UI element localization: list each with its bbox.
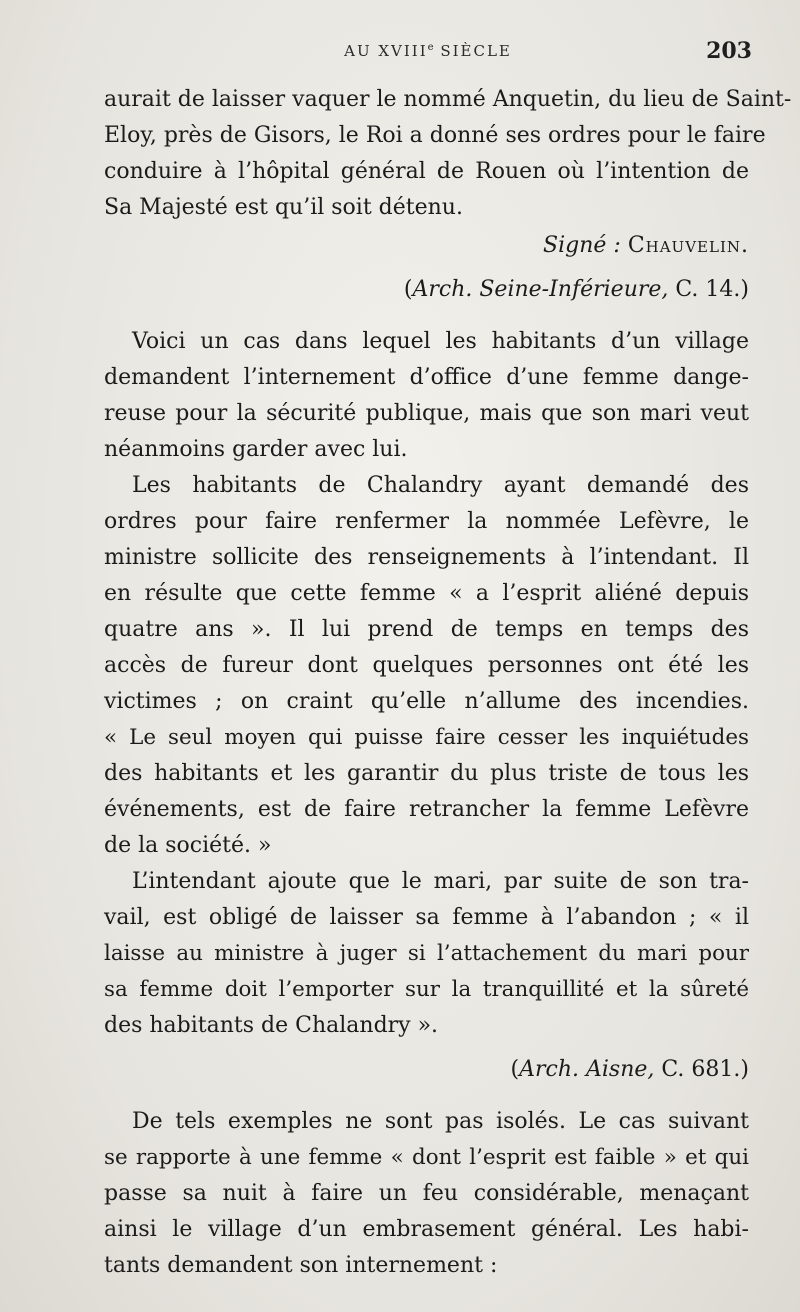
archive-reference (104, 272, 749, 308)
text-line: événements, est de faire retrancher la femme Lefèvre (104, 797, 749, 822)
text-line: des habitants et les garantir du plus triste de tous les (104, 761, 749, 786)
text-line: aurait de laisser vaquer le nommé Anquetin, du lieu de Saint- (104, 87, 792, 112)
text-line: Sa Majesté est qu’il soit détenu. (104, 195, 463, 220)
paragraph-first-line: Voici un cas dans lequel les habitants d’un village (132, 329, 749, 354)
running-head-superscript: e (427, 42, 434, 53)
text-line: quatre ans ». Il lui prend de temps en temps des (104, 617, 749, 642)
text-line: se rapporte à une femme « dont l’esprit est faible » et qui (104, 1145, 749, 1170)
reference-paren: ( (510, 1057, 520, 1082)
signature-label: Signé : (543, 233, 621, 258)
text-line: sa femme doit l’emporter sur la tranquillité et la sûreté (104, 977, 749, 1002)
paragraph-first-line: L’intendant ajoute que le mari, par suite de son tra- (132, 869, 749, 894)
reference-number: C. 681.) (654, 1057, 749, 1082)
signature-name: Chauvelin. (627, 233, 749, 258)
text-line: reuse pour la sécurité publique, mais que son mari veut (104, 401, 749, 426)
reference-paren: ( (403, 277, 413, 302)
text-line: tants demandent son internement : (104, 1253, 498, 1278)
paragraph-first-line: Les habitants de Chalandry ayant demandé des (132, 473, 749, 498)
text-line: ainsi le village d’un embrasement général. Les habi- (104, 1217, 749, 1242)
text-line: laisse au ministre à juger si l’attachement du mari pour (104, 941, 749, 966)
text-line: Eloy, près de Gisors, le Roi a donné ses ordres pour le faire (104, 123, 766, 148)
text-line: victimes ; on craint qu’elle n’allume des incendies. (104, 689, 749, 714)
body-text (104, 82, 792, 1284)
text-line: de la société. » (104, 833, 272, 858)
paragraph-first-line: De tels exemples ne sont pas isolés. Le cas suivant (132, 1109, 749, 1134)
text-line: vail, est obligé de laisser sa femme à l’abandon ; « il (104, 905, 749, 930)
text-line: demandent l’internement d’office d’une femme dange- (104, 365, 749, 390)
signature-line (104, 228, 749, 264)
text-line: accès de fureur dont quelques personnes ont été les (104, 653, 749, 678)
running-head-text-end: SIÈCLE (433, 42, 512, 60)
text-line: ministre sollicite des renseignements à l’intendant. Il (104, 545, 749, 570)
page-number: 203 (706, 38, 752, 64)
page-header (104, 38, 752, 78)
text-line: passe sa nuit à faire un feu considérable, menaçant (104, 1181, 749, 1206)
running-head-text: AU XVIII (344, 42, 428, 60)
reference-source: Arch. Seine-Inférieure, (412, 277, 669, 302)
text-line: ordres pour faire renfermer la nommée Lefèvre, le (104, 509, 749, 534)
text-line: néanmoins garder avec lui. (104, 437, 408, 462)
archive-reference (104, 1052, 749, 1088)
reference-source: Arch. Aisne, (519, 1057, 655, 1082)
text-line: conduire à l’hôpital général de Rouen où l’intention de (104, 159, 749, 184)
running-head (104, 42, 752, 60)
reference-number: C. 14.) (668, 277, 749, 302)
text-line: « Le seul moyen qui puisse faire cesser les inquiétudes (104, 725, 749, 750)
text-line: en résulte que cette femme « a l’esprit aliéné depuis (104, 581, 749, 606)
text-line: des habitants de Chalandry ». (104, 1013, 439, 1038)
